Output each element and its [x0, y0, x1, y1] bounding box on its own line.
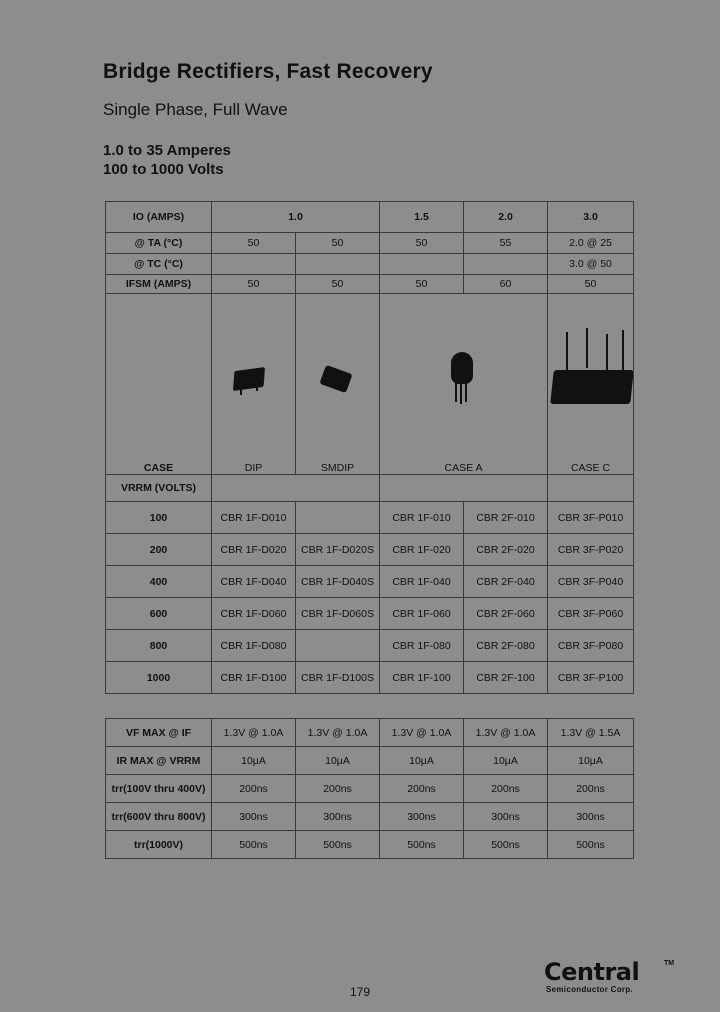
vrrm-value: 1000: [106, 662, 212, 694]
spec-value: 300ns: [212, 803, 296, 831]
io-row: [106, 202, 634, 233]
table-row: [106, 775, 634, 803]
io-value: 2.0: [464, 202, 548, 233]
table-row: [106, 566, 634, 598]
page-number: 179: [349, 985, 371, 999]
case-a-cell: [380, 294, 548, 475]
io-value: 1.5: [380, 202, 464, 233]
spec-value: 1.3V @ 1.0A: [464, 719, 548, 747]
part-number: CBR 3F-P080: [548, 630, 634, 662]
tc-value: [296, 254, 380, 275]
part-number: CBR 3F-P040: [548, 566, 634, 598]
vrrm-value: 600: [106, 598, 212, 630]
vrrm-header-row: [106, 475, 634, 502]
table-row: [106, 598, 634, 630]
spec-value: 200ns: [380, 775, 464, 803]
spec-value: 1.3V @ 1.0A: [296, 719, 380, 747]
table-row: [106, 831, 634, 859]
table-row: [106, 630, 634, 662]
tc-value: 3.0 @ 50: [548, 254, 634, 275]
spec-value: 10μA: [548, 747, 634, 775]
part-number: [296, 502, 380, 534]
voltage-range: 100 to 1000 Volts: [103, 161, 224, 178]
case-row: [106, 294, 634, 475]
dip-package-icon: [234, 369, 264, 389]
ta-value: 50: [296, 233, 380, 254]
page-subtitle: Single Phase, Full Wave: [103, 100, 288, 119]
ta-label: @ TA (°C): [106, 233, 212, 254]
ifsm-label: IFSM (AMPS): [106, 275, 212, 294]
spec-value: 300ns: [380, 803, 464, 831]
part-number: CBR 1F-D060: [212, 598, 296, 630]
table-row: [106, 502, 634, 534]
part-number: CBR 2F-060: [464, 598, 548, 630]
spec-value: 500ns: [380, 831, 464, 859]
spec-value: 500ns: [464, 831, 548, 859]
part-number: CBR 2F-010: [464, 502, 548, 534]
spec-value: 1.3V @ 1.0A: [380, 719, 464, 747]
spec-value: 300ns: [296, 803, 380, 831]
io-value: 3.0: [548, 202, 634, 233]
part-number: CBR 1F-060: [380, 598, 464, 630]
table-row: [106, 534, 634, 566]
spec-value: 200ns: [464, 775, 548, 803]
ta-value: 55: [464, 233, 548, 254]
spec-label: IR MAX @ VRRM: [106, 747, 212, 775]
spec-value: 200ns: [548, 775, 634, 803]
current-range: 1.0 to 35 Amperes: [103, 142, 231, 159]
ta-value: 50: [212, 233, 296, 254]
part-number: CBR 3F-P010: [548, 502, 634, 534]
io-label: IO (AMPS): [106, 202, 212, 233]
part-number: CBR 1F-D040S: [296, 566, 380, 598]
ifsm-value: 50: [548, 275, 634, 294]
part-number: CBR 1F-020: [380, 534, 464, 566]
tc-value: [380, 254, 464, 275]
ifsm-value: 50: [380, 275, 464, 294]
spec-value: 10μA: [212, 747, 296, 775]
case-label: CASE: [106, 294, 212, 475]
tc-value: [212, 254, 296, 275]
case-name: CASE C: [570, 462, 611, 474]
part-number: CBR 2F-020: [464, 534, 548, 566]
part-number: CBR 1F-D020: [212, 534, 296, 566]
case-dip-cell: [212, 294, 296, 475]
part-number: CBR 1F-D010: [212, 502, 296, 534]
spec-value: 500ns: [296, 831, 380, 859]
spec-value: 200ns: [212, 775, 296, 803]
spec-value: 1.3V @ 1.5A: [548, 719, 634, 747]
ifsm-value: 60: [464, 275, 548, 294]
case-c-package-icon: [552, 332, 632, 404]
spec-value: 500ns: [212, 831, 296, 859]
vrrm-value: 800: [106, 630, 212, 662]
case-name: SMDIP: [320, 462, 355, 474]
part-number: CBR 2F-100: [464, 662, 548, 694]
case-name: CASE A: [444, 462, 483, 474]
vrrm-value: 200: [106, 534, 212, 566]
part-number: CBR 1F-D100: [212, 662, 296, 694]
io-value: 1.0: [212, 202, 380, 233]
case-a-package-icon: [451, 352, 473, 384]
selection-table: [105, 201, 634, 694]
spec-label: VF MAX @ IF: [106, 719, 212, 747]
spec-value: 500ns: [548, 831, 634, 859]
part-number: CBR 3F-P060: [548, 598, 634, 630]
part-number: CBR 1F-100: [380, 662, 464, 694]
part-number: [296, 630, 380, 662]
ta-value: 50: [380, 233, 464, 254]
spec-table: [105, 718, 634, 859]
part-number: CBR 1F-D080: [212, 630, 296, 662]
part-number: CBR 2F-040: [464, 566, 548, 598]
table-row: [106, 719, 634, 747]
ta-value: 2.0 @ 25: [548, 233, 634, 254]
ifsm-row: [106, 275, 634, 294]
part-number: CBR 1F-080: [380, 630, 464, 662]
part-number: CBR 1F-D020S: [296, 534, 380, 566]
ta-row: [106, 233, 634, 254]
part-number: CBR 1F-040: [380, 566, 464, 598]
spec-value: 10μA: [464, 747, 548, 775]
case-c-cell: [548, 294, 634, 475]
spec-value: 1.3V @ 1.0A: [212, 719, 296, 747]
part-number: CBR 3F-P020: [548, 534, 634, 566]
vrrm-value: 100: [106, 502, 212, 534]
part-number: CBR 1F-010: [380, 502, 464, 534]
ifsm-value: 50: [296, 275, 380, 294]
part-number: CBR 1F-D100S: [296, 662, 380, 694]
vrrm-value: 400: [106, 566, 212, 598]
logo-subtitle: Semiconductor Corp.: [546, 985, 634, 994]
page-title: Bridge Rectifiers, Fast Recovery: [103, 60, 433, 83]
smdip-package-icon: [322, 369, 350, 389]
table-row: [106, 747, 634, 775]
part-number: CBR 1F-D060S: [296, 598, 380, 630]
logo-trademark: TM: [664, 960, 675, 967]
part-number: CBR 3F-P100: [548, 662, 634, 694]
case-smdip-cell: [296, 294, 380, 475]
part-number: CBR 1F-D040: [212, 566, 296, 598]
table-row: [106, 803, 634, 831]
spec-value: 10μA: [380, 747, 464, 775]
spec-value: 300ns: [464, 803, 548, 831]
vrrm-label: VRRM (VOLTS): [106, 475, 212, 502]
part-number: CBR 2F-080: [464, 630, 548, 662]
tc-row: [106, 254, 634, 275]
company-logo: Central: [544, 958, 640, 986]
spec-value: 300ns: [548, 803, 634, 831]
spec-label: trr(1000V): [106, 831, 212, 859]
ifsm-value: 50: [212, 275, 296, 294]
tc-label: @ TC (°C): [106, 254, 212, 275]
tc-value: [464, 254, 548, 275]
spec-label: trr(600V thru 800V): [106, 803, 212, 831]
spec-value: 10μA: [296, 747, 380, 775]
table-row: [106, 662, 634, 694]
case-name: DIP: [244, 462, 263, 474]
spec-label: trr(100V thru 400V): [106, 775, 212, 803]
spec-value: 200ns: [296, 775, 380, 803]
